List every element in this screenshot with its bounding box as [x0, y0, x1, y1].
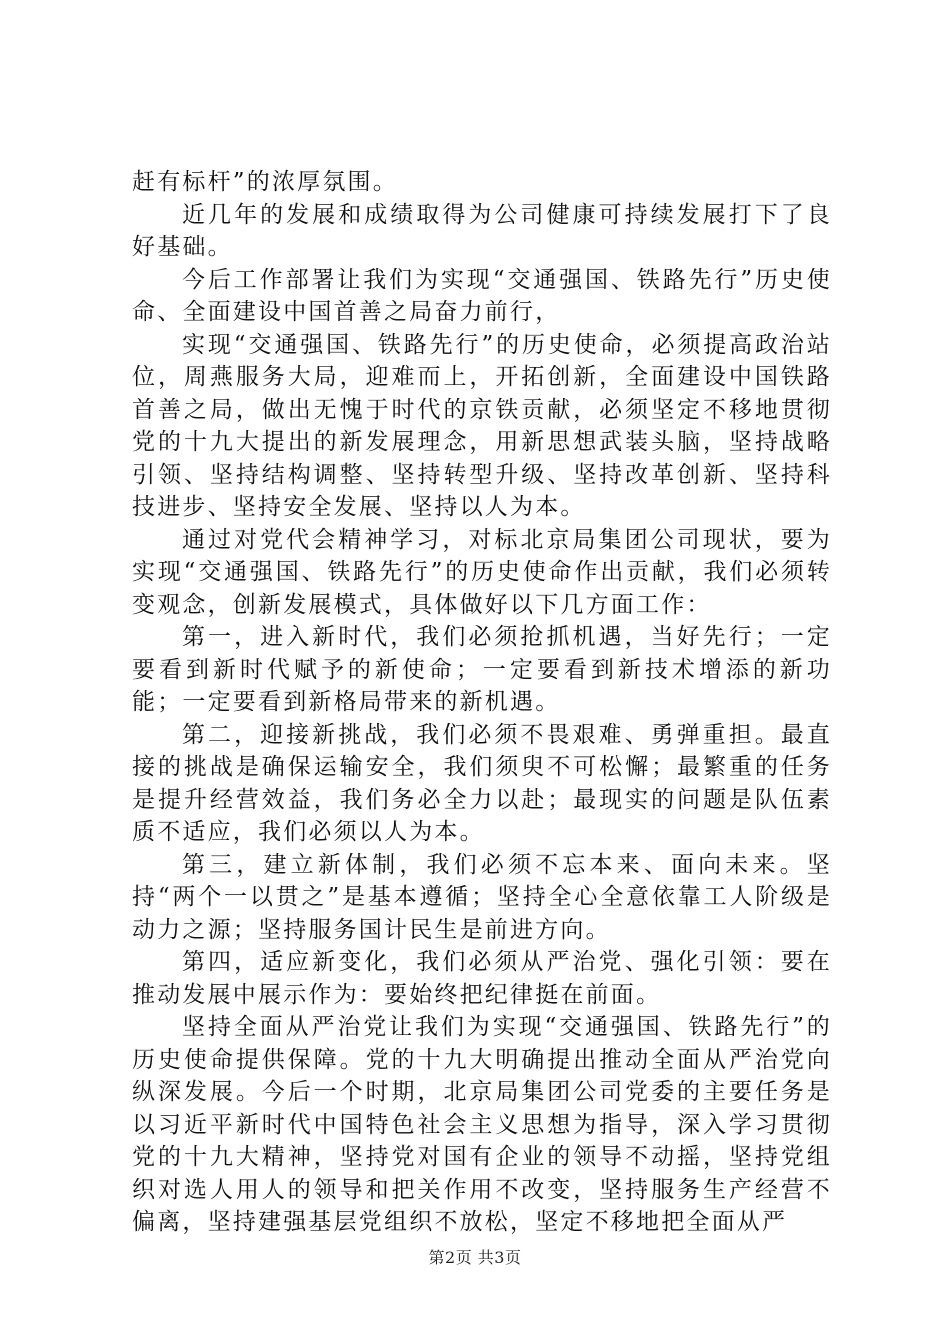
document-body: [132, 166, 832, 1239]
paragraph-8: 第三，建立新体制，我们必须不忘本来、面向未来。坚持“两个一以贯之”是基本遵循；坚持全心全意依靠工人阶级是动力之源；坚持服务国计民生是前进方向。: [132, 851, 832, 943]
paragraph-2: 近几年的发展和成绩取得为公司健康可持续发展打下了良好基础。: [132, 201, 832, 260]
paragraph-10: 坚持全面从严治党让我们为实现“交通强国、铁路先行”的历史使命提供保障。党的十九大明确提出推动全面从严治党向纵深发展。今后一个时期，北京局集团公司党委的主要任务是以习近平新时代中国特色社会主义思想为指导，深入学习贯彻党的十九大精神，坚持党对国有企业的领导不动摇，坚持党组织对选人用人的领导和把关作用不改变，坚持服务生产经营不偏离，坚持建强基层党组织不放松，坚定不移地把全面从严: [132, 1014, 832, 1235]
paragraph-9: 第四，适应新变化，我们必须从严治党、强化引领：要在推动发展中展示作为：要始终把纪律挺在前面。: [132, 949, 832, 1008]
paragraph-4: 实现“交通强国、铁路先行”的历史使命，必须提高政治站位，周燕服务大局，迎难而上，开拓创新，全面建设中国铁路首善之局，做出无愧于时代的京铁贡献，必须坚定不移地贯彻党的十九大提出的新发展理念，用新思想武装头脑，坚持战略引领、坚持结构调整、坚持转型升级、坚持改革创新、坚持科技进步、坚持安全发展、坚持以人为本。: [132, 331, 832, 520]
paragraph-7: 第二，迎接新挑战，我们必须不畏艰难、勇弹重担。最直接的挑战是确保运输安全，我们须臾不可松懈；最繁重的任务是提升经营效益，我们务必全力以赴；最现实的问题是队伍素质不适应，我们必须以人为本。: [132, 721, 832, 845]
page-number-footer: 第2页 共3页: [428, 1248, 522, 1267]
paragraph-3: 今后工作部署让我们为实现“交通强国、铁路先行”历史使命、全面建设中国首善之局奋力前行，: [132, 266, 832, 325]
paragraph-1: 赶有标杆”的浓厚氛围。: [132, 169, 398, 195]
paragraph-6: 第一，进入新时代，我们必须抢抓机遇，当好先行；一定要看到新时代赋予的新使命；一定要看到新技术增添的新功能；一定要看到新格局带来的新机遇。: [132, 624, 832, 715]
paragraph-5: 通过对党代会精神学习，对标北京局集团公司现状，要为实现“交通强国、铁路先行”的历史使命作出贡献，我们必须转变观念，创新发展模式，具体做好以下几方面工作：: [132, 526, 832, 618]
